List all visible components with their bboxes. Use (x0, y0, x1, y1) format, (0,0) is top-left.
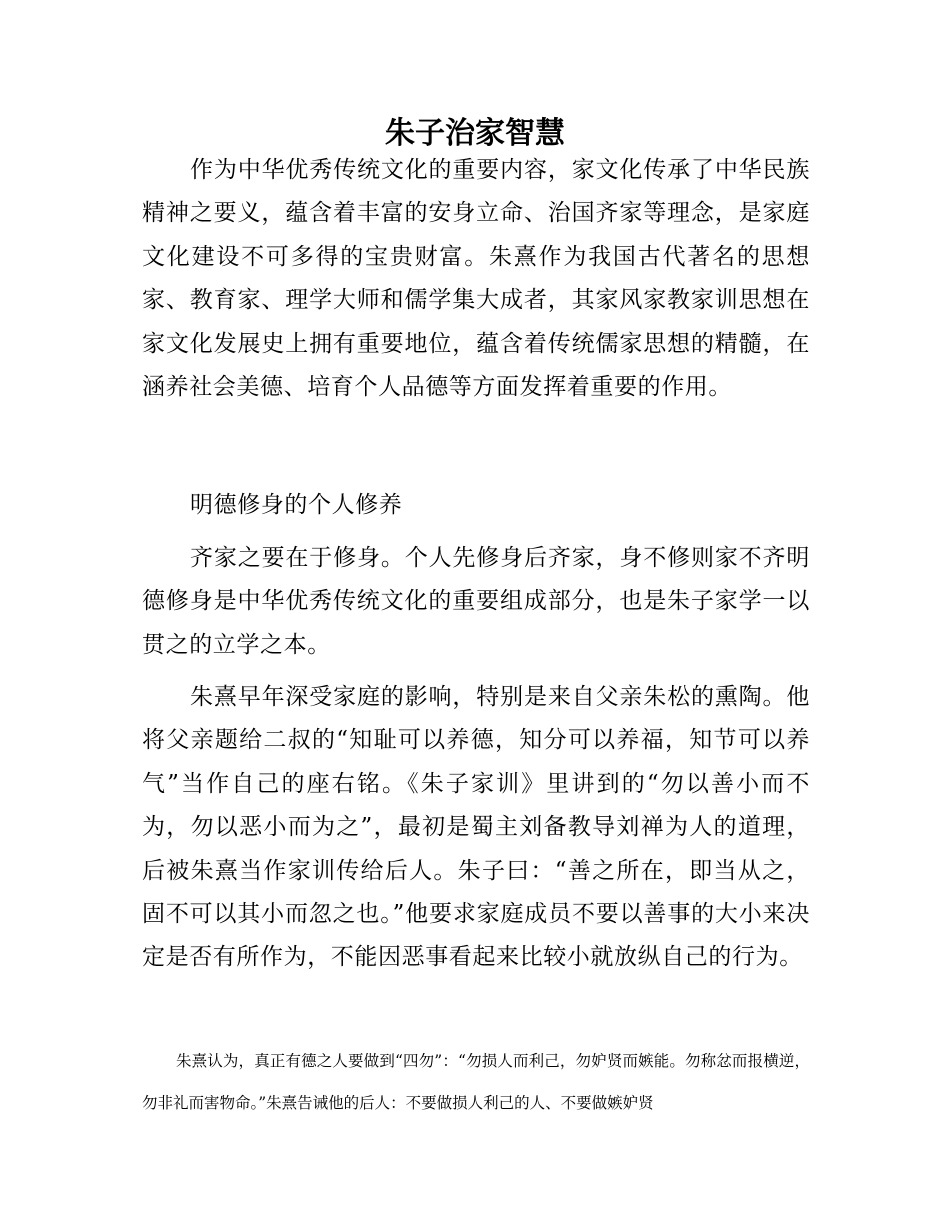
document-title: 朱子治家智慧 (385, 116, 565, 151)
body-paragraph-family-influence: 朱熹早年深受家庭的影响，特别是来自父亲朱松的熏陶。他将父亲题给二叔的“知耻可以养德，知分可以养福，知节可以养气”当作自己的座右铭。《朱子家训》里讲到的“勿以善小而不为，勿以恶小而为之”，最初是蜀主刘备教导刘禅为人的道理，后被朱熹当作家训传给后人。朱子曰：“善之所在，即当从之，固不可以其小而忽之也。”他要求家庭成员不要以善事的大小来决定是否有所作为，不能因恶事看起来比较小就放纵自己的行为。 (142, 684, 810, 971)
body-paragraph-four-donts: 朱熹认为，真正有德之人要做到“四勿”：“勿损人而利己，勿妒贤而嫉能。勿称忿而报横逆，勿非礼而害物命。”朱熹告诫他的后人：不要做损人利己的人、不要做嫉妒贤 (142, 1052, 810, 1112)
section-heading: 明德修身的个人修养 (190, 492, 403, 518)
body-paragraph-intro: 作为中华优秀传统文化的重要内容，家文化传承了中华民族精神之要义，蕴含着丰富的安身立命、治国齐家等理念，是家庭文化建设不可多得的宝贵财富。朱熹作为我国古代著名的思想家、教育家、理学大师和儒学集大成者，其家风家教家训思想在家文化发展史上拥有重要地位，蕴含着传统儒家思想的精髓，在涵养社会美德、培育个人品德等方面发挥着重要的作用。 (142, 157, 810, 401)
body-paragraph-self-cultivation: 齐家之要在于修身。个人先修身后齐家，身不修则家不齐明德修身是中华优秀传统文化的重要组成部分，也是朱子家学一以贯之的立学之本。 (142, 545, 810, 658)
